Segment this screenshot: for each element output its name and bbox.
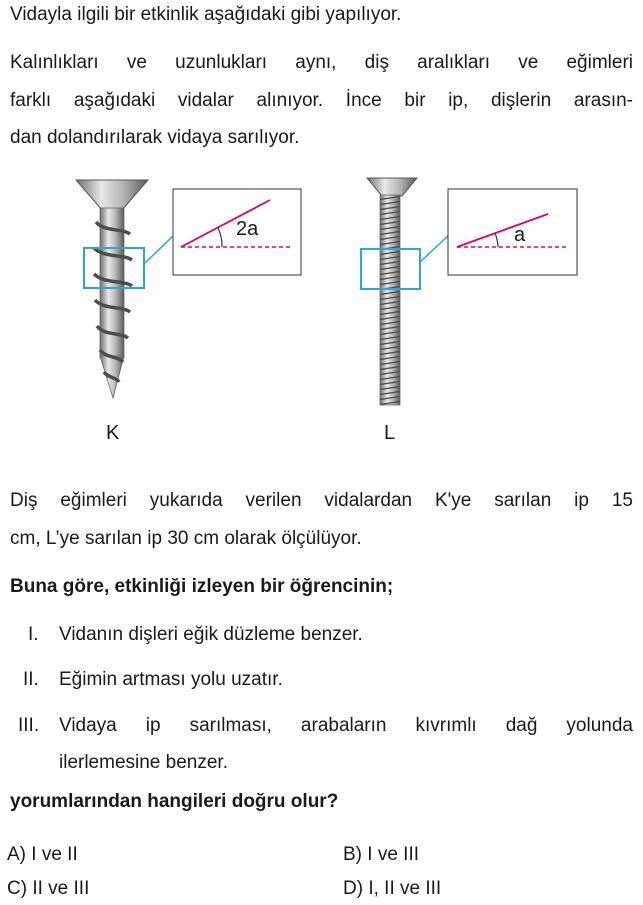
statement-2-number: II.: [23, 669, 39, 690]
screw-l-image: [367, 178, 417, 405]
angle-label-k: 2a: [236, 218, 259, 240]
setup-line-3: dan dolandırılarak vidaya sarılıyor.: [10, 127, 300, 148]
statement-3-line-2: ilerlemesine benzer.: [59, 752, 228, 773]
statement-1-text: Vidanın dişleri eğik düzleme benzer.: [59, 624, 363, 645]
setup-line-1: Kalınlıkları ve uzunlukları aynı, diş aralıkları ve eğimleri: [10, 52, 633, 73]
option-a[interactable]: A) I ve II: [7, 844, 78, 865]
intro-text: Vidayla ilgili bir etkinlik aşağıdaki gibi yapılıyor.: [10, 4, 402, 25]
screw-l-label: L: [384, 422, 396, 444]
callout-line-l: [420, 236, 448, 262]
statement-3-line-1: Vidaya ip sarılması, arabaların kıvrımlı dağ yolunda: [59, 715, 633, 736]
measure-line-2: cm, L’ye sarılan ip 30 cm olarak ölçülüyor.: [10, 528, 362, 549]
setup-line-2: farklı aşağıdaki vidalar alınıyor. İnce bir ip, dişlerin arasın-: [10, 90, 633, 111]
measure-line-1: Diş eğimleri yukarıda verilen vidalardan K'ye sarılan ip 15: [10, 490, 633, 511]
angle-box-l: [448, 189, 577, 275]
statement-2-text: Eğimin artması yolu uzatır.: [59, 669, 283, 690]
statement-1-number: I.: [28, 624, 39, 645]
question-text: yorumlarından hangileri doğru olur?: [10, 791, 339, 812]
statement-3-number: III.: [18, 715, 40, 736]
angle-label-l: a: [514, 224, 526, 246]
screw-k-label: K: [106, 422, 120, 444]
option-c[interactable]: C) II ve III: [7, 878, 90, 899]
callout-line-k: [144, 236, 173, 264]
prompt-text: Buna göre, etkinliği izleyen bir öğrencinin;: [10, 576, 394, 597]
option-b[interactable]: B) I ve III: [343, 844, 420, 865]
option-d[interactable]: D) I, II ve III: [343, 878, 442, 899]
